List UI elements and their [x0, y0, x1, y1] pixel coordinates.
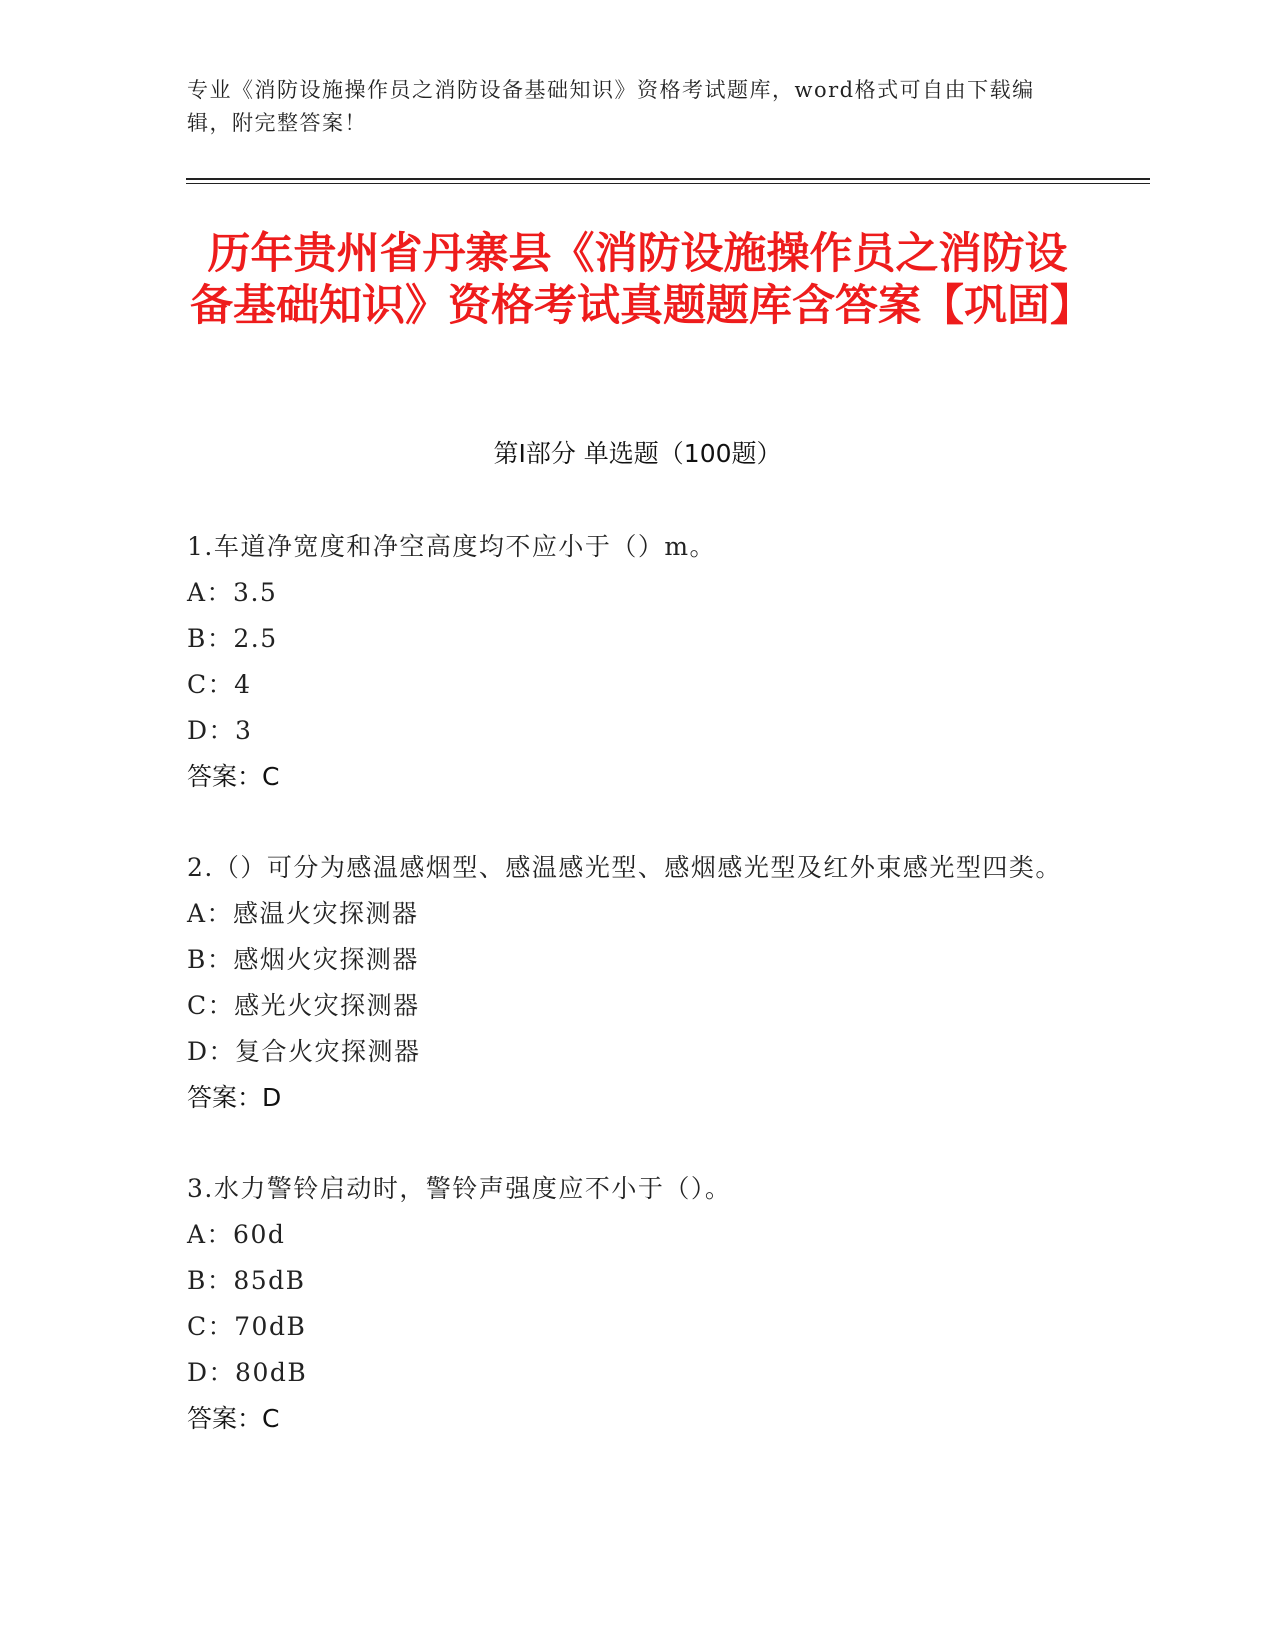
question-3	[187, 1166, 1067, 1442]
document-title: 历年贵州省丹寨县《消防设施操作员之消防设备基础知识》资格考试真题题库含答案【巩固】	[190, 229, 1093, 331]
section-heading: 第Ⅰ部分 单选题（100题）	[493, 439, 782, 468]
question-text: 2.（）可分为感温感烟型、感温感光型、感烟感光型及红外束感光型四类。	[187, 853, 1062, 882]
answer: 答案：D	[187, 1083, 282, 1112]
answer: 答案：C	[187, 1404, 280, 1433]
question-1	[187, 524, 1067, 800]
question-list	[187, 524, 1067, 1487]
header-note: 专业《消防设施操作员之消防设备基础知识》资格考试题库，word格式可自由下载编辑，附完整答案！	[187, 78, 1035, 135]
header-divider-thick	[186, 178, 1150, 180]
option-c: C：4	[187, 670, 252, 699]
option-d: D：80dB	[187, 1358, 308, 1387]
option-d: D：复合火灾探测器	[187, 1037, 421, 1066]
question-text: 3.水力警铃启动时，警铃声强度应不小于（）。	[187, 1174, 732, 1203]
option-b: B：85dB	[187, 1266, 306, 1295]
question-2	[187, 845, 1067, 1121]
option-b: B：2.5	[187, 624, 278, 653]
option-a: A：3.5	[187, 578, 278, 607]
option-a: A：60d	[187, 1220, 286, 1249]
option-c: C：70dB	[187, 1312, 307, 1341]
option-a: A：感温火灾探测器	[187, 899, 419, 928]
question-text: 1.车道净宽度和净空高度均不应小于（）m。	[187, 532, 717, 561]
answer: 答案：C	[187, 762, 280, 791]
header-divider-thin	[186, 183, 1150, 184]
option-c: C：感光火灾探测器	[187, 991, 420, 1020]
option-d: D：3	[187, 716, 253, 745]
option-b: B：感烟火灾探测器	[187, 945, 419, 974]
